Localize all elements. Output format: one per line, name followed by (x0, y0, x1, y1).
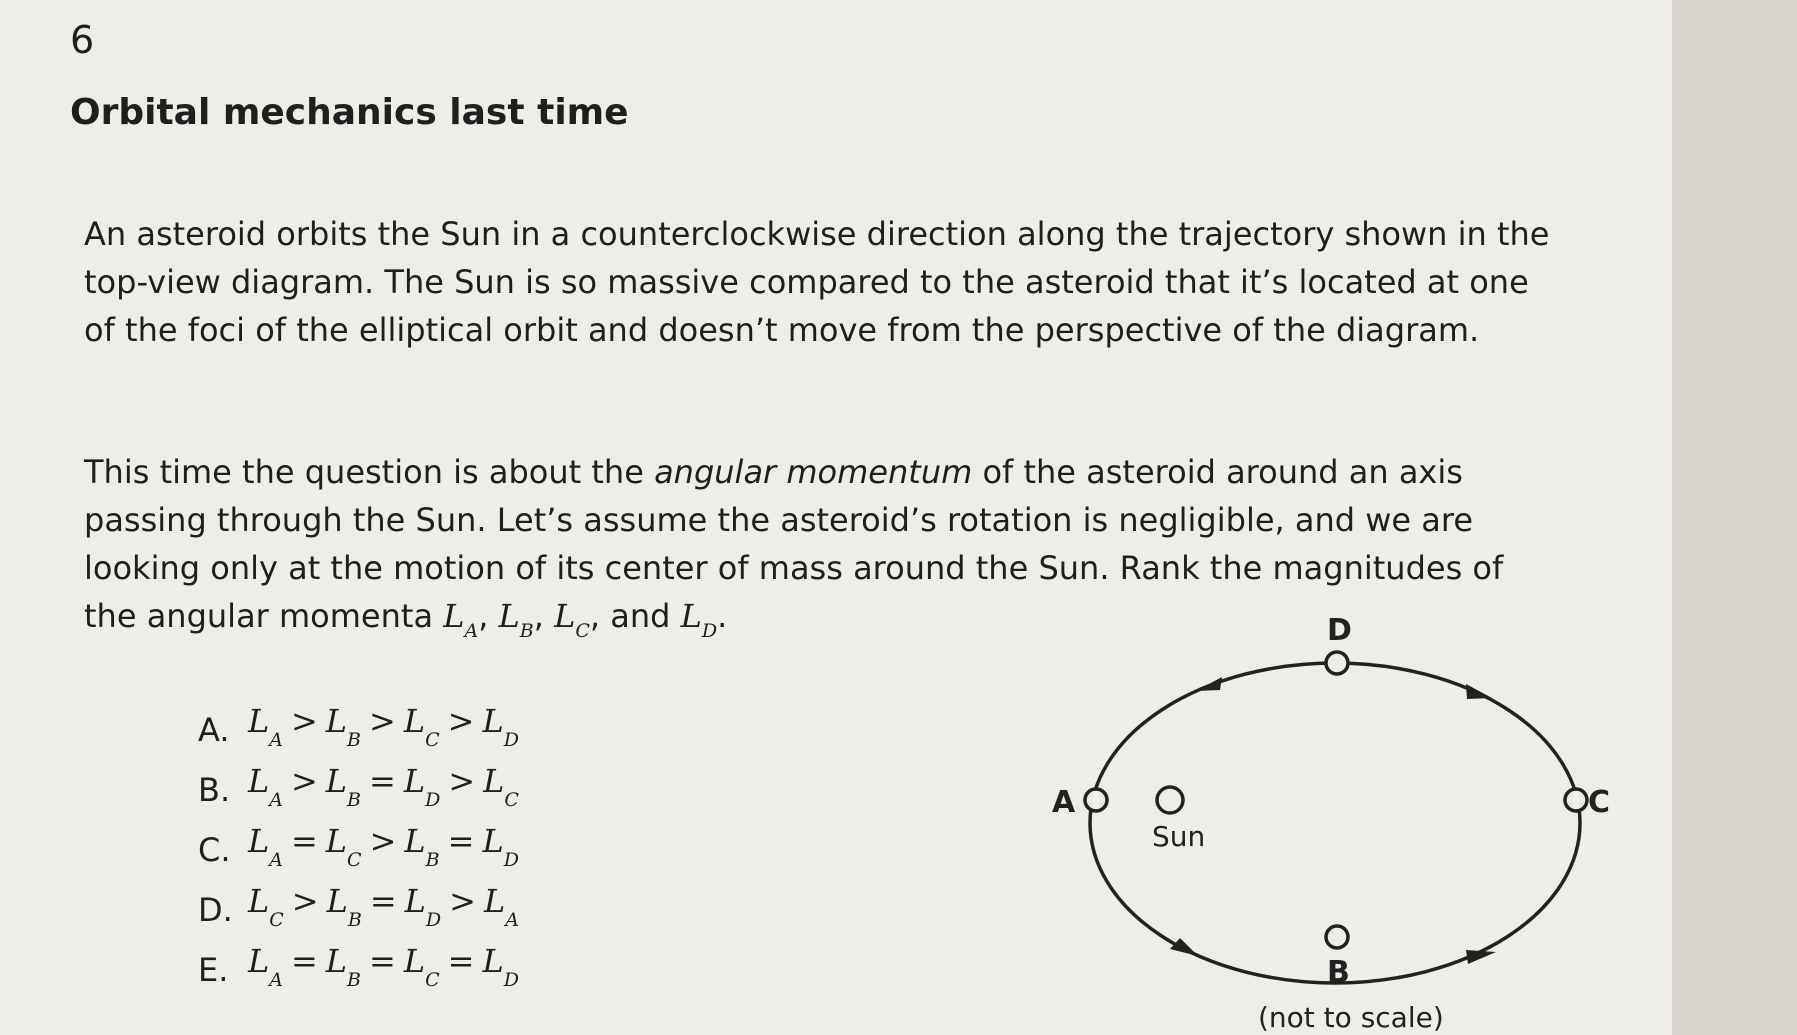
label-sun: Sun (1152, 820, 1206, 853)
symbol-la: $L_A$ (443, 597, 479, 642)
answer-choices (198, 700, 519, 1000)
orbit-diagram (1020, 600, 1660, 1035)
question-number: 6 (70, 18, 95, 62)
background-strip (1672, 0, 1797, 1035)
not-to-scale-note: (not to scale) (1258, 1001, 1444, 1034)
choice-expression: $L_A > L_B = L_D > L_C$ (248, 761, 519, 811)
orbit-arrow-bottom-left (1170, 938, 1198, 956)
choice-letter: B. (198, 771, 231, 809)
sun-marker (1157, 787, 1183, 813)
answer-choice[interactable] (198, 940, 519, 1000)
position-b-marker (1326, 926, 1348, 948)
paragraph-2-text-a: This time the question is about the (84, 453, 655, 491)
paragraph-2-text-b: of the asteroid around an axis passing through the Sun. Let’s assume the asteroid’s rotation is negligible, and we are looking only at the motion of its center of mass around the Sun. Rank the magnitudes of the angular momenta (84, 453, 1504, 635)
symbol-ld: $L_D$ (680, 597, 718, 642)
label-d: D (1327, 613, 1352, 648)
position-d-marker (1326, 652, 1348, 674)
choice-letter: D. (198, 891, 233, 929)
position-a-marker (1085, 789, 1107, 811)
choice-letter: A. (198, 711, 230, 749)
position-c-marker (1565, 789, 1587, 811)
problem-paragraph-1: An asteroid orbits the Sun in a counterclockwise direction along the trajectory shown in the top-view diagram. The Sun is so massive compared to the asteroid that it’s located at one of the foci of the elliptical orbit and doesn’t move from the perspective of the diagram. (84, 215, 1550, 349)
choice-letter: C. (198, 831, 231, 869)
emphasis-angular-momentum: angular momentum (654, 453, 973, 491)
question-title: Orbital mechanics last time (70, 92, 629, 133)
choice-letter: E. (198, 951, 229, 989)
choice-expression: $L_A = L_C > L_B = L_D$ (248, 821, 519, 871)
orbit-arrow-bottom-right (1466, 950, 1496, 964)
choice-expression: $L_C > L_B = L_D > L_A$ (248, 881, 519, 931)
label-a: A (1052, 785, 1076, 820)
choice-expression: $L_A > L_B > L_C > L_D$ (248, 701, 519, 751)
symbol-lc: $L_C$ (554, 597, 590, 642)
orbit-arrow-top-right (1466, 684, 1492, 699)
label-c: C (1588, 785, 1611, 820)
problem-paragraph-2: This time the question is about the angular momentum of the asteroid around an axis passing through the Sun. Let’s assume the asteroid’s rotation is negligible, and we are looking only at the motion of its center of mass around the Sun. Rank the magnitudes of the angular momenta $L_A$, $L_B$, $L_C$, and $L_D$. (84, 453, 1504, 642)
orbit-arrow-top-left (1196, 677, 1222, 691)
symbol-lb: $L_B$ (498, 597, 534, 642)
label-b: B (1327, 955, 1350, 990)
choice-expression: $L_A = L_B = L_C = L_D$ (248, 941, 519, 991)
